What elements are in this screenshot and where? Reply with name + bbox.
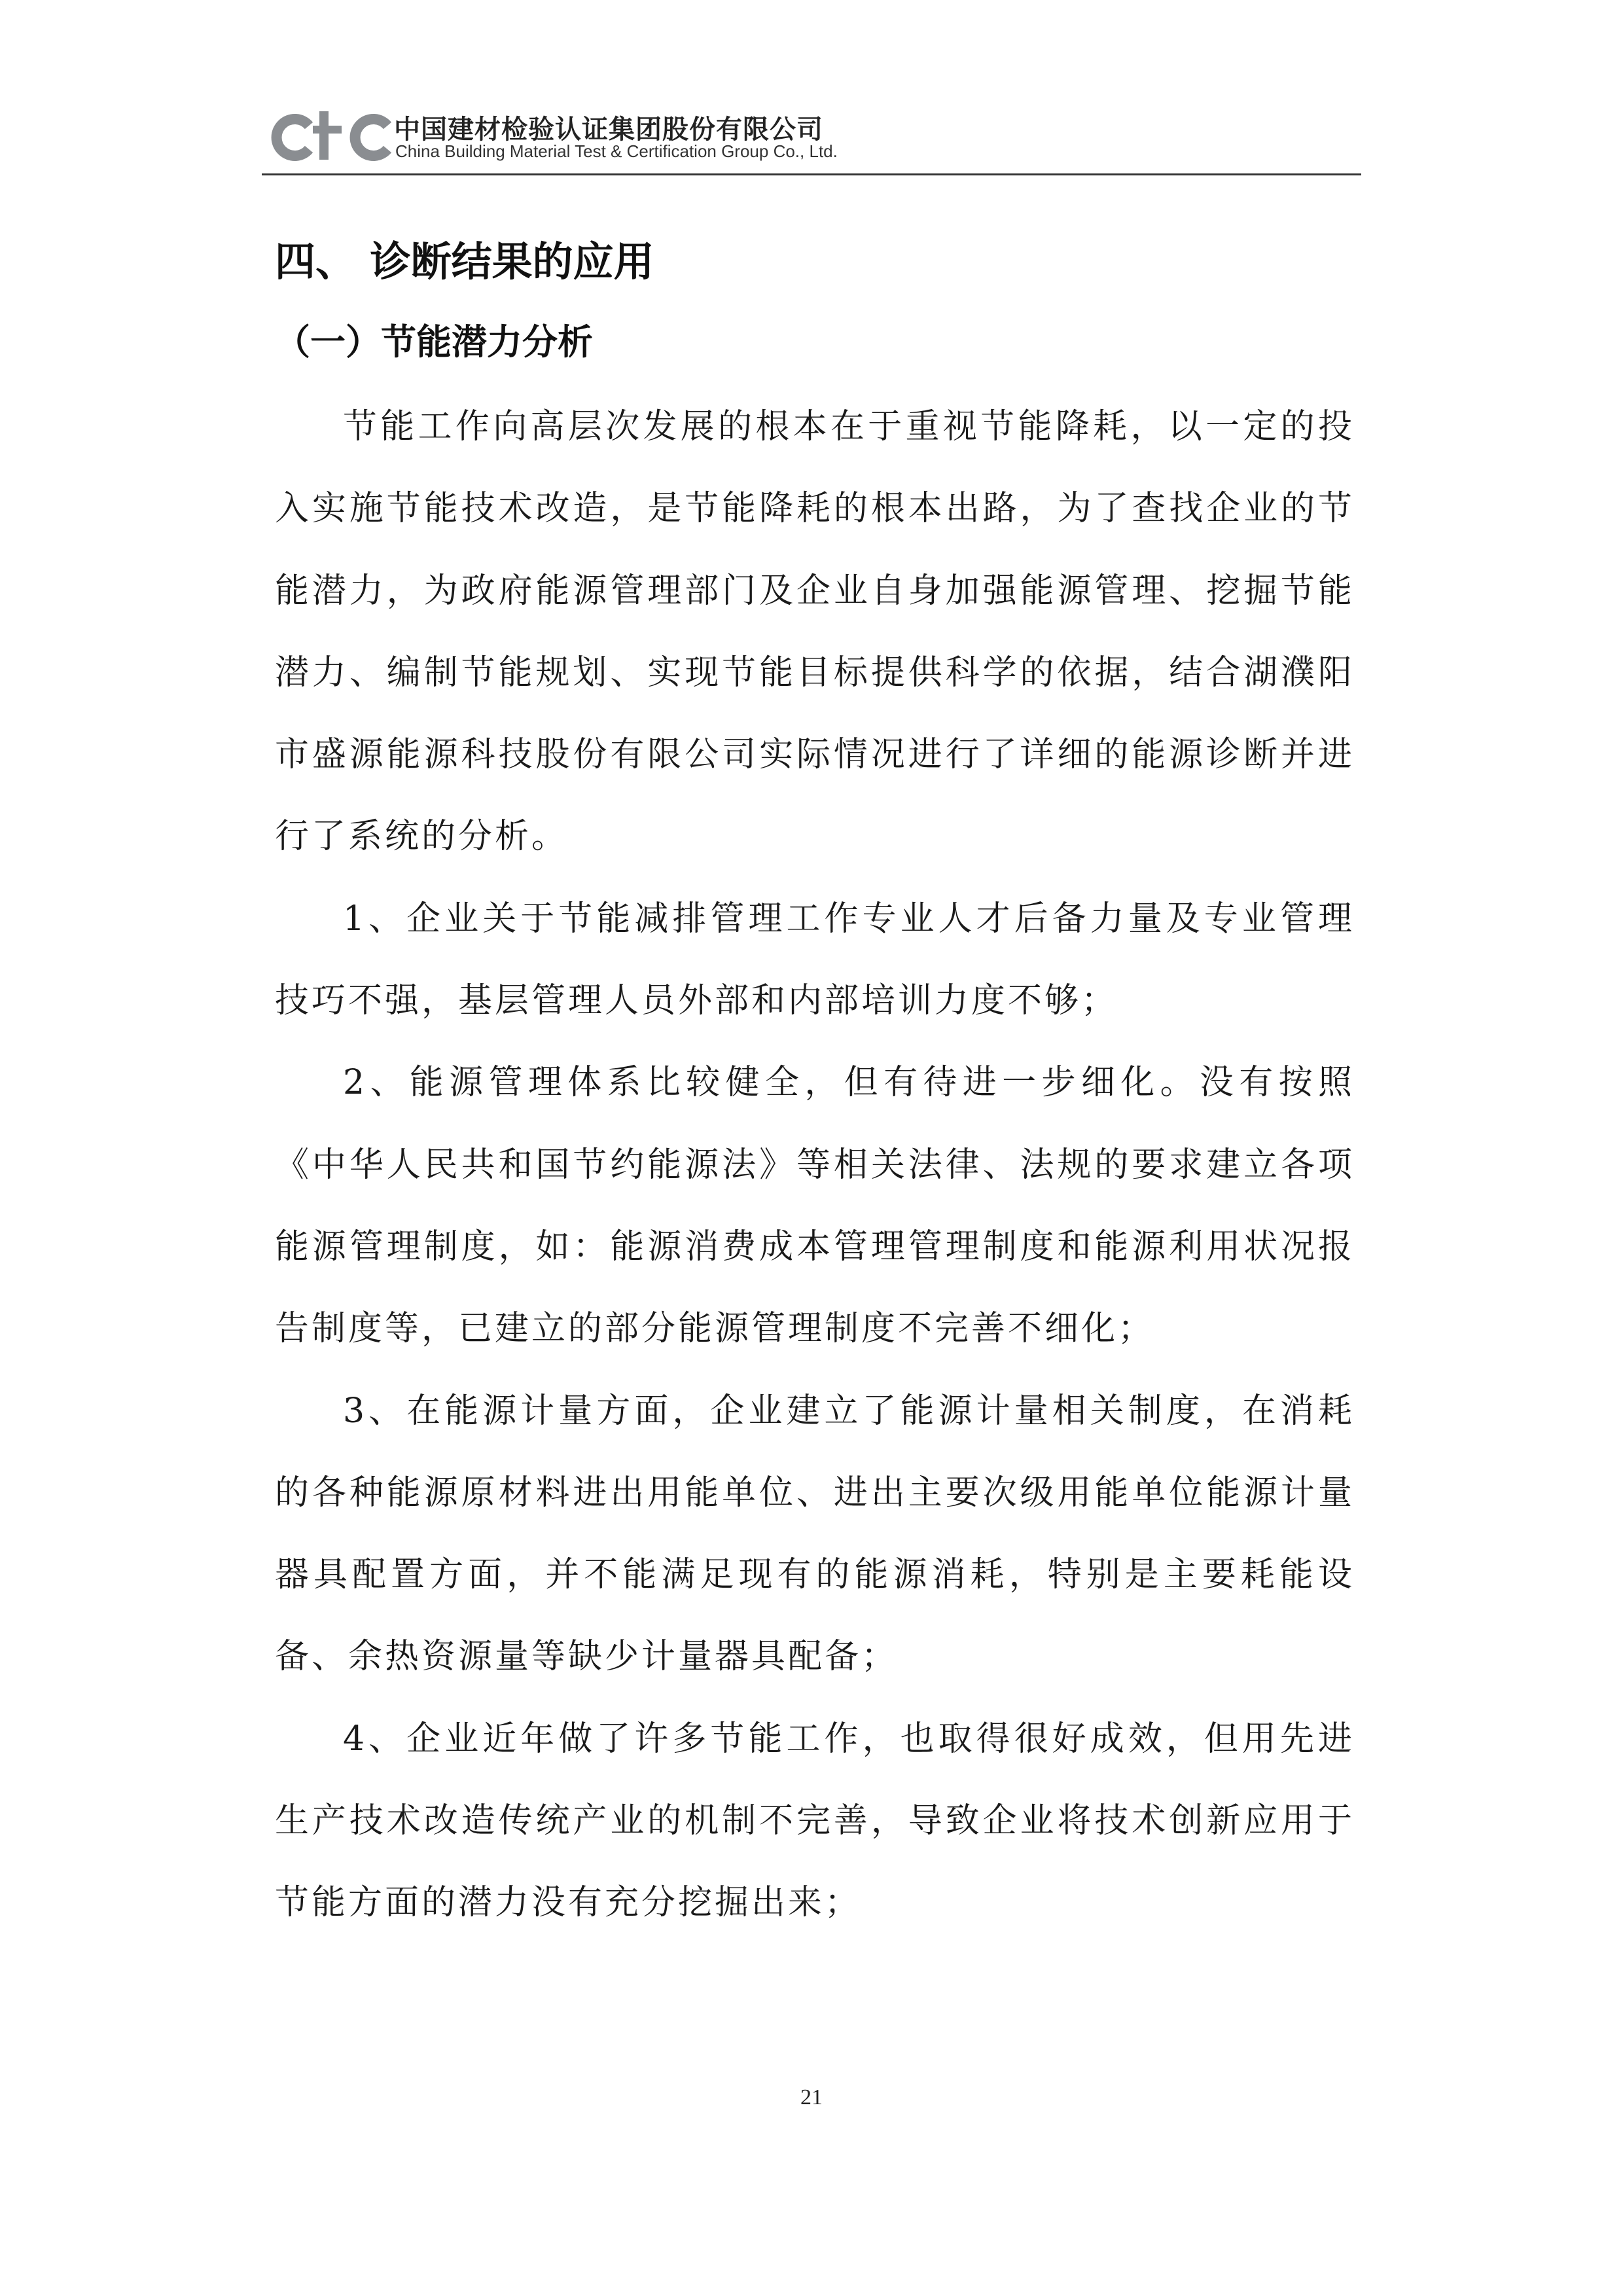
- page-header: [262, 98, 1361, 170]
- company-name-en: China Building Material Test & Certification Group Co., Ltd.: [395, 141, 838, 161]
- paragraph-item-3: 3、在能源计量方面，企业建立了能源计量相关制度，在消耗的各种能源原材料进出用能单位、进出主要次级用能单位能源计量器具配置方面，并不能满足现有的能源消耗，特别是主要耗能设备、余热资源量等缺少计量器具配备；: [275, 1391, 1355, 1677]
- page-number: 21: [800, 2085, 823, 2109]
- company-name-cn: 中国建材检验认证集团股份有限公司: [394, 115, 823, 145]
- paragraph-item-2: 2、能源管理体系比较健全，但有待进一步细化。没有按照《中华人民共和国节约能源法》等相关法律、法规的要求建立各项能源管理制度，如：能源消费成本管理管理制度和能源利用状况报告制度等，已建立的部分能源管理制度不完善不细化；: [275, 1063, 1355, 1349]
- paragraph-intro: 节能工作向高层次发展的根本在于重视节能降耗，以一定的投入实施节能技术改造，是节能降耗的根本出路，为了查找企业的节能潜力，为政府能源管理部门及企业自身加强能源管理、挖掘节能潜力、编制节能规划、实现节能目标提供科学的依据，结合湖濮阳市盛源能源科技股份有限公司实际情况进行了详细的能源诊断并进行了系统的分析。: [275, 407, 1355, 857]
- section-title: 四、 诊断结果的应用: [275, 238, 654, 285]
- ctc-logo-icon: [268, 107, 399, 166]
- paragraph-item-4: 4、企业近年做了许多节能工作，也取得很好成效，但用先进生产技术改造传统产业的机制不完善，导致企业将技术创新应用于节能方面的潜力没有充分挖掘出来；: [275, 1719, 1355, 1923]
- body-text: [275, 386, 1355, 1945]
- header-divider: [262, 173, 1361, 175]
- subsection-title: （一）节能潜力分析: [275, 321, 593, 363]
- paragraph-item-1: 1、企业关于节能减排管理工作专业人才后备力量及专业管理技巧不强，基层管理人员外部和内部培训力度不够；: [275, 899, 1355, 1021]
